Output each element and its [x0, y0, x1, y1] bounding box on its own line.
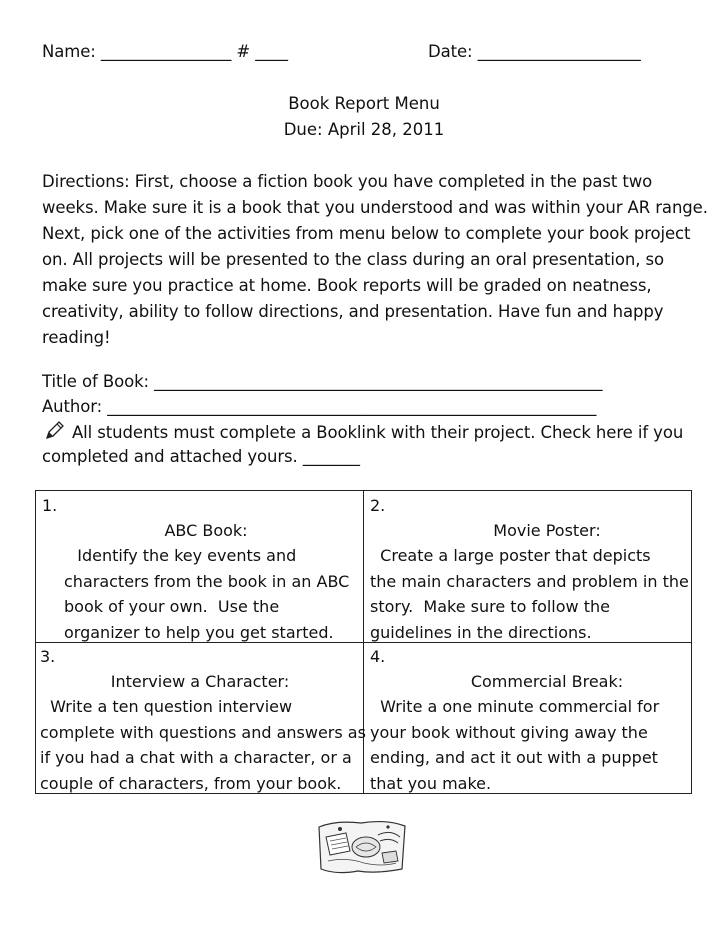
option-number: 3.	[40, 647, 56, 666]
option-title: Commercial Break:	[470, 672, 624, 691]
option-number: 2.	[370, 496, 386, 515]
page-title: Book Report Menu	[288, 94, 440, 113]
option-title: Movie Poster:	[493, 521, 601, 540]
directions-line: make sure you practice at home. Book reports will be graded on neatness,	[42, 276, 652, 295]
option-text: your book without giving away the	[370, 722, 648, 742]
date-field-label: Date: ____________________	[428, 42, 641, 61]
option-text: guidelines in the directions.	[370, 622, 592, 642]
menu-option-movie-poster	[370, 493, 690, 645]
booklink-checkbox-line: completed and attached yours. _______	[42, 447, 360, 466]
directions-line: Directions: First, choose a fiction book you have completed in the past two	[42, 172, 653, 191]
option-text: couple of characters, from your book.	[40, 773, 342, 793]
option-text: Write a ten question interview	[40, 697, 293, 717]
author-field: Author: ____________________________________________________________	[42, 397, 597, 416]
option-title: Interview a Character:	[110, 672, 290, 691]
directions-line: on. All projects will be presented to the class during an oral presentation, so	[42, 250, 664, 269]
option-text: Create a large poster that depicts	[370, 546, 651, 566]
option-text: complete with questions and answers as	[40, 722, 366, 742]
menu-option-interview	[40, 644, 366, 796]
directions-line: Next, pick one of the activities from menu below to complete your book project	[42, 224, 691, 243]
option-title: ABC Book:	[164, 521, 248, 540]
option-number: 4.	[370, 647, 386, 666]
directions-line: reading!	[42, 328, 111, 347]
option-number: 1.	[42, 496, 58, 515]
title-of-book-field: Title of Book: _______________________________________________________	[42, 372, 603, 391]
option-text: characters from the book in an ABC	[64, 571, 350, 591]
due-date: Due: April 28, 2011	[283, 120, 445, 139]
option-text: if you had a chat with a character, or a	[40, 748, 352, 768]
option-text: ending, and act it out with a puppet	[370, 748, 658, 768]
menu-option-commercial	[370, 644, 690, 796]
option-text: Write a one minute commercial for	[370, 697, 660, 717]
option-text: organizer to help you get started.	[64, 622, 334, 642]
option-text: story. Make sure to follow the	[370, 597, 610, 617]
name-field-label: Name: ________________ # ____	[42, 42, 288, 61]
directions-line: creativity, ability to follow directions, and presentation. Have fun and happy	[42, 302, 664, 321]
menu-option-abc-book	[42, 493, 360, 645]
pencil-icon	[43, 420, 65, 442]
book-clipart	[316, 817, 408, 877]
option-text: book of your own. Use the	[64, 597, 280, 617]
activity-menu-table	[35, 490, 692, 794]
option-text: the main characters and problem in the	[370, 571, 689, 591]
directions-line: weeks. Make sure it is a book that you understood and was within your AR range.	[42, 198, 708, 217]
booklink-instruction: All students must complete a Booklink with their project. Check here if you	[72, 423, 684, 442]
option-text: that you make.	[370, 773, 492, 793]
option-text: Identify the key events and	[62, 546, 297, 566]
